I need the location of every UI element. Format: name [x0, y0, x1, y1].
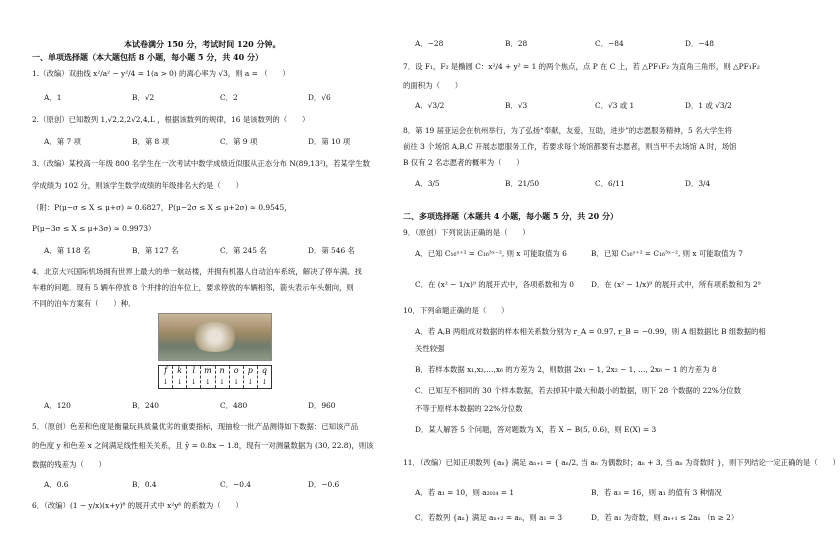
q7-option-a[interactable]: A．√3/2 — [415, 101, 445, 110]
q1-option-c[interactable]: C．2 — [220, 93, 238, 102]
q11-option-a[interactable]: A．若 a₁ = 10，则 a₂₀₂₄ = 1 — [415, 488, 515, 497]
q5-line3: 数据的残差为（ ） — [32, 460, 106, 469]
bay-label: p ↓ — [244, 366, 258, 388]
q3-line1: 3.（改编）某校高一年级 800 名学生在一次考试中数学成绩近似服从正态分布 N(89,13²)，若某学生数 — [32, 159, 371, 168]
q6-option-b[interactable]: B．28 — [505, 39, 528, 48]
q4-line2: 车难的问题．现有 5 辆车停放 8 个并排的泊车位上，要求停放的车辆相邻，箭头表示车头朝向，则 — [32, 283, 354, 292]
bay-label: m ↓ — [201, 366, 215, 388]
bay-label: l ↓ — [187, 366, 201, 388]
q1-stem: 1.（改编）双曲线 x²/a² − y²/4 = 1(a > 0) 的离心率为 √3，则 a = （ ） — [32, 69, 290, 78]
q10-option-d[interactable]: D．某人解答 5 个问题，答对题数为 X，若 X ~ B(5, 0.6)，则 E(X) = 3 — [415, 425, 657, 434]
q8-option-d[interactable]: D．3/4 — [685, 179, 711, 188]
bay-label: n ↓ — [216, 366, 230, 388]
q5-option-c[interactable]: C．−0.4 — [220, 480, 251, 489]
q3-line2: 学成绩为 102 分，则该学生数学成绩的年级排名大约是（ ） — [32, 181, 243, 190]
bay-label: q ↓ — [261, 366, 268, 386]
q10-option-a-cont: 关性较强 — [415, 344, 445, 353]
q10-option-a[interactable]: A．若 A,B 两组成对数据的样本相关系数分别为 r_A = 0.97, r_B = −0.99，则 A 组数据比 B 组数据的相 — [415, 327, 766, 336]
q1-option-a[interactable]: A．1 — [44, 93, 62, 102]
exam-note: 本试卷满分 150 分，考试时间 120 分钟。 — [124, 39, 281, 49]
q3-line3: （附：P(μ−σ ≤ X ≤ μ+σ) ≈ 0.6827，P(μ−2σ ≤ X ≤ μ+2σ) ≈ 0.9545， — [32, 203, 292, 212]
q9-option-b[interactable]: B．已知 C₁₆ˣ⁺² = C₁₆³ˣ⁻², 则 x 可能取值为 7 — [591, 249, 743, 258]
q7-option-c[interactable]: C．√3 或 1 — [595, 101, 635, 110]
q7-line1: 7．设 F₁，F₂ 是椭圆 C：x²/4 + y² = 1 的两个焦点，点 P 在 C 上，若 △PF₁F₂ 为直角三角形，则 △PF₁F₂ — [403, 62, 760, 71]
bay-label: k ↓ — [173, 366, 187, 388]
q7-option-d[interactable]: D．1 或 √3/2 — [685, 101, 732, 110]
q4-line3: 不同的泊车方案有（ ）种． — [32, 299, 136, 308]
q9-option-d[interactable]: D．在 (x² − 1/x)⁹ 的展开式中，所有项系数和为 2⁹ — [591, 280, 761, 289]
q4-option-d[interactable]: D．960 — [308, 401, 336, 410]
q5-option-a[interactable]: A．0.6 — [44, 480, 69, 489]
q11-option-b[interactable]: B．若 a₃ = 16，则 a₁ 的值有 3 种情况 — [591, 488, 722, 497]
q5-line2: 的色度 y 和色差 x 之间满足线性相关关系，且 ŷ = 0.8x − 1.8，现有一对测量数据为 (30, 22.8)，则该 — [32, 441, 374, 450]
q4-option-b[interactable]: B．240 — [132, 401, 159, 410]
q6-option-d[interactable]: D．−48 — [685, 39, 714, 48]
q2-option-d[interactable]: D．第 10 项 — [308, 137, 351, 146]
q3-line4: P(μ−3σ ≤ X ≤ μ+3σ) ≈ 0.9973） — [32, 224, 156, 233]
bay-label: f ↓ — [159, 366, 173, 388]
section1-title: 一、单项选择题（本大题包括 8 小题，每小题 5 分，共 40 分） — [32, 52, 263, 62]
q10-option-c[interactable]: C．已知互不相同的 30 个样本数据，若去掉其中最大和最小的数据，则下 28 个数据的 22%分位数 — [415, 386, 742, 395]
q2-stem: 2.（原创）已知数列 1,√2,2,2√2,4,L ，根据该数列的规律，16 是该数列的（ ） — [32, 115, 310, 124]
q7-line2: 的面积为（ ） — [403, 81, 463, 90]
q3-option-a[interactable]: A．第 118 名 — [44, 246, 91, 255]
q5-option-d[interactable]: D．−0.6 — [308, 480, 340, 489]
q10-option-b[interactable]: B．若样本数据 x₁,x₂,…,x₆ 的方差为 2，则数据 2x₁ − 1, 2x₂ − 1, …, 2x₆ − 1 的方差为 8 — [415, 365, 717, 374]
q9-stem: 9．（原创）下列说法正确的是（ ） — [403, 228, 530, 237]
q8-line2: 前往 3 个场馆 A,B,C 开展志愿服务工作，若要求每个场馆都要有志愿者，则当甲不去场馆 A 时，场馆 — [403, 142, 737, 151]
q5-option-b[interactable]: B．0.4 — [132, 480, 157, 489]
bay-label: o ↓ — [230, 366, 244, 388]
q6-option-a[interactable]: A．−28 — [415, 39, 444, 48]
parking-bays-diagram — [158, 365, 272, 389]
section2-title: 二、多项选择题（本题共 4 小题，每小题 5 分，共 20 分） — [403, 211, 618, 221]
q1-option-d[interactable]: D．√6 — [308, 93, 331, 102]
q8-line1: 8．第 19 届亚运会在杭州举行，为了弘扬“奉献，友爱，互助，进步”的志愿服务精神，5 名大学生将 — [403, 126, 733, 135]
q6-stem: 6．（改编）(1 − y/x)(x+y)⁸ 的展开式中 x²y⁶ 的系数为（ ） — [32, 501, 243, 510]
q7-option-b[interactable]: B．√3 — [505, 101, 528, 110]
q11-option-d[interactable]: D．若 a₁ 为奇数，则 aₙ₊₁ ≤ 2aₙ （n ≥ 2） — [591, 513, 739, 522]
q5-line1: 5．（原创）色差和色度是衡量玩具质量优劣的重要指标，现抽检一批产品测得如下数据：已知该产品 — [32, 422, 359, 431]
q9-option-c[interactable]: C．在 (x² − 1/x)⁹ 的展开式中，各项系数和为 0 — [415, 280, 574, 289]
q4-option-a[interactable]: A．120 — [44, 401, 71, 410]
q3-option-b[interactable]: B．第 127 名 — [132, 246, 179, 255]
q9-option-a[interactable]: A．已知 C₁₆ˣ⁺² = C₁₆³ˣ⁻², 则 x 可能取值为 6 — [415, 249, 567, 258]
q8-option-c[interactable]: C．6/11 — [595, 179, 625, 188]
q2-option-a[interactable]: A．第 7 项 — [44, 137, 81, 146]
q10-stem: 10．下列命题正确的是（ ） — [403, 306, 509, 315]
q2-option-c[interactable]: C．第 9 项 — [220, 137, 258, 146]
q2-option-b[interactable]: B．第 8 项 — [132, 137, 170, 146]
q11-stem: 11．（改编）已知正项数列 {aₙ} 满足 aₙ₊₁ = { aₙ/2, 当 aₙ 为偶数时；aₙ + 3, 当 aₙ 为奇数时 }，则下列结论一定正确的是（ ） — [403, 458, 840, 467]
q8-option-a[interactable]: A．3/5 — [415, 179, 440, 188]
q3-option-c[interactable]: C．第 245 名 — [220, 246, 267, 255]
q8-option-b[interactable]: B．21/50 — [505, 179, 540, 188]
q11-option-c[interactable]: C．若数列 {aₙ} 满足 aₙ₊₂ = aₙ，则 a₁ = 3 — [415, 513, 563, 522]
q4-line1: 4．北京大兴国际机场拥有世界上最大的单一航站楼，并拥有机器人自动泊车系统，解决了停车满、找 — [32, 267, 362, 276]
q6-option-c[interactable]: C．−84 — [595, 39, 624, 48]
q1-option-b[interactable]: B．√2 — [132, 93, 155, 102]
q8-line3: B 仅有 2 名志愿者的概率为（ ） — [403, 158, 524, 167]
q3-option-d[interactable]: D．第 546 名 — [308, 246, 355, 255]
airport-photo — [158, 313, 272, 361]
q10-option-c-cont: 不等于原样本数据的 22%分位数 — [415, 404, 523, 413]
q4-option-c[interactable]: C．480 — [220, 401, 248, 410]
